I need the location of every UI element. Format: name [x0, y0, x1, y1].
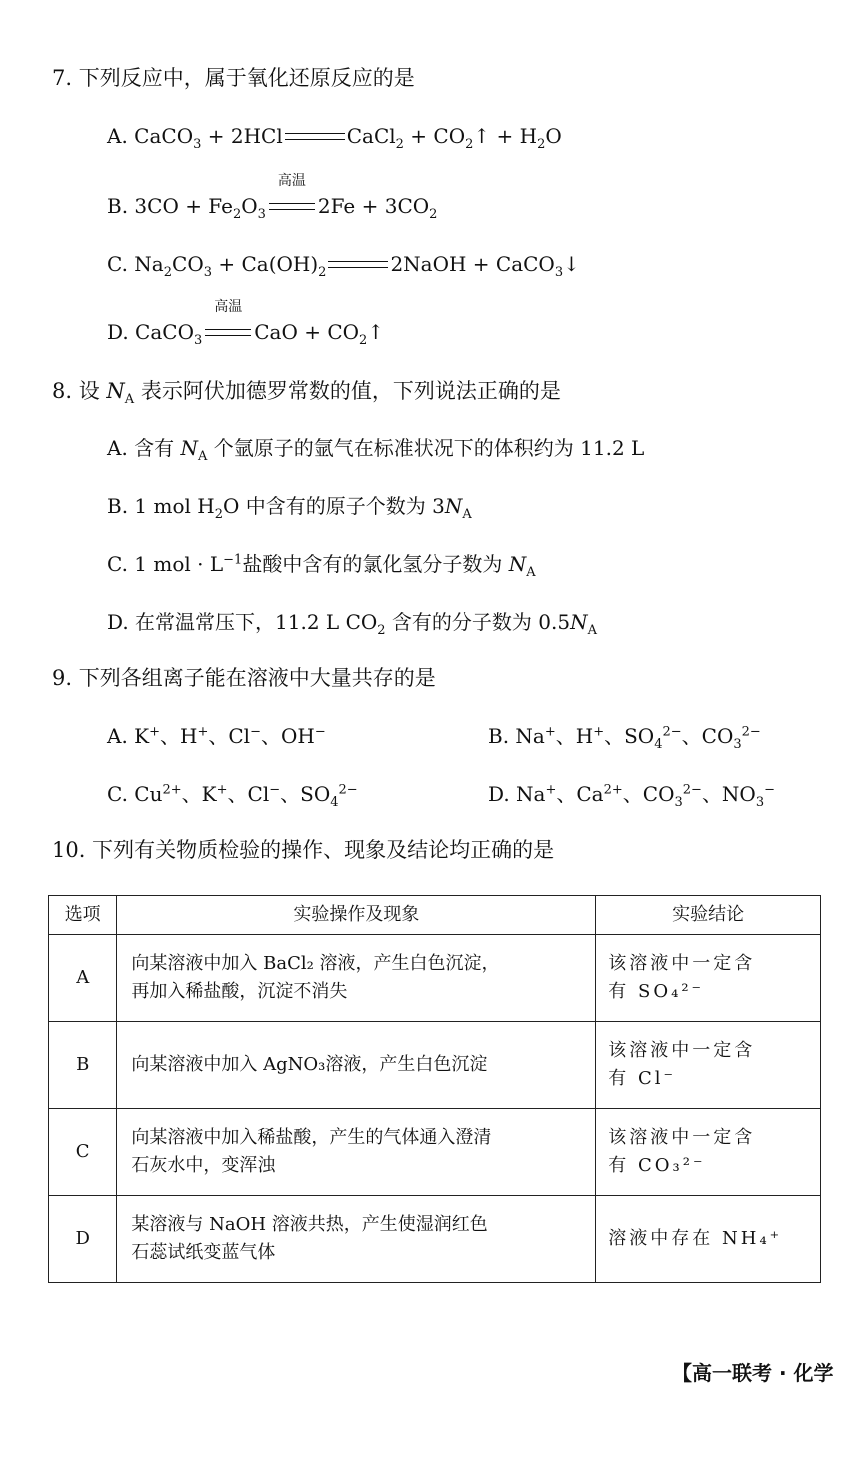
footer-label: 【高一联考 · 化学 — [672, 1361, 834, 1385]
q8-option-c: C. 1 mol · $L^{-1}$盐酸中含有的氯化氢分子数为 $N_A$ — [107, 552, 536, 580]
table-row — [49, 935, 821, 1022]
row-label: C — [49, 1109, 117, 1196]
q9-option-d: D. Na+、$Ca^{2+}$、$CO_3^{2-}$、$NO_3^-$ — [488, 782, 776, 810]
table-row — [49, 1022, 821, 1109]
q7-option-a: A. CaCO$_3$ + 2HCl CaCl$_2$ + $CO_2$ ↑ + $H_2O$ — [107, 122, 562, 150]
q9-option-c: C. $Cu^{2+}$、K+、Cl−、$SO_4^{2-}$ — [107, 782, 358, 810]
table-row — [49, 1109, 821, 1196]
row-operation: 某溶液与 NaOH 溶液共热，产生使湿润红色 石蕊试纸变蓝气体 — [117, 1196, 596, 1283]
row-conclusion: 该溶液中一定含 有 Cl⁻ — [596, 1022, 821, 1109]
q9-option-a: A. K+、H+、Cl−、OH− — [107, 724, 326, 748]
row-conclusion: 该溶液中一定含 有 CO₃²⁻ — [596, 1109, 821, 1196]
q8-stem: 8. 设 $N_A$ 表示阿伏加德罗常数的值，下列说法正确的是 — [52, 379, 561, 408]
q9-stem: 9. 下列各组离子能在溶液中大量共存的是 — [52, 666, 436, 690]
row-operation: 向某溶液中加入稀盐酸，产生的气体通入澄清 石灰水中，变浑浊 — [117, 1109, 596, 1196]
q9-option-b: B. Na+、H+、$SO_4^{2-}$、$CO_3^{2-}$ — [488, 724, 761, 752]
row-label: A — [49, 935, 117, 1022]
header-operation: 实验操作及现象 — [117, 896, 596, 935]
q10-table — [48, 895, 821, 1283]
row-operation: 向某溶液中加入 BaCl₂ 溶液，产生白色沉淀， 再加入稀盐酸，沉淀不消失 — [117, 935, 596, 1022]
q7-condition-b: 高温 — [277, 173, 306, 189]
q7-option-d: D. CaCO$_3$ 高温 CaO + $CO_2$ ↑ — [107, 318, 384, 346]
row-label: B — [49, 1022, 117, 1109]
table-row — [49, 1196, 821, 1283]
row-conclusion: 该溶液中一定含 有 SO₄²⁻ — [596, 935, 821, 1022]
q8-option-d: D. 在常温常压下，11.2 L $CO_2$ 含有的分子数为 $0.5N_A$ — [107, 610, 597, 638]
row-operation: 向某溶液中加入 AgNO₃溶液，产生白色沉淀 — [117, 1022, 596, 1109]
row-conclusion: 溶液中存在 NH₄⁺ — [596, 1196, 821, 1283]
q8-option-b: B. 1 mol $H_2O$ 中含有的原子个数为 $3N_A$ — [107, 494, 472, 522]
row-label: D — [49, 1196, 117, 1283]
q7-condition-d: 高温 — [214, 299, 243, 315]
q7-stem: 7. 下列反应中，属于氧化还原反应的是 — [52, 66, 415, 90]
header-option: 选项 — [49, 896, 117, 935]
q7-option-c: C. $Na_2CO_3 + Ca(OH)_2$ 2NaOH + CaCO$_3$ ↓ — [107, 250, 580, 278]
header-conclusion: 实验结论 — [596, 896, 821, 935]
q10-stem: 10. 下列有关物质检验的操作、现象及结论均正确的是 — [52, 838, 555, 862]
q7-option-b: B. $3CO + Fe_2O_3$ 高温 $2Fe + 3CO_2$ — [107, 173, 438, 222]
q8-option-a: A. 含有 $N_A$ 个氩原子的氩气在标准状况下的体积约为 11.2 L — [107, 436, 645, 464]
